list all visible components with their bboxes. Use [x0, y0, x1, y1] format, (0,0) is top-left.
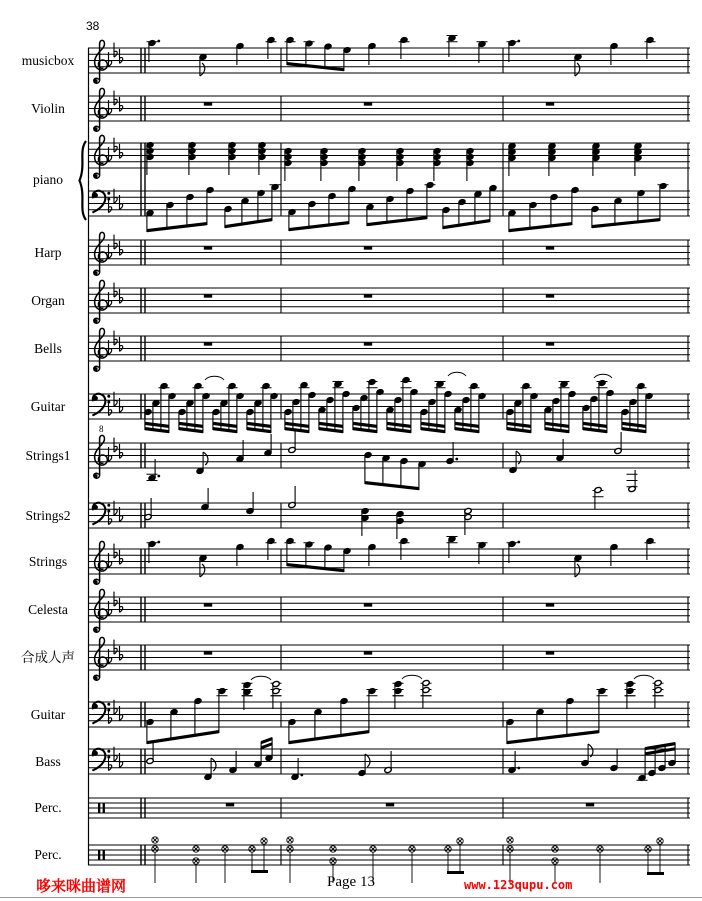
staff-guitar1	[88, 372, 690, 433]
staff-label-celesta: Celesta	[28, 601, 68, 617]
staff-piano-lower	[88, 182, 690, 233]
whole-rest	[546, 102, 554, 105]
whole-rest	[546, 651, 554, 654]
staff-label-organ: Organ	[31, 292, 65, 308]
staff-label-piano-upper: piano	[33, 172, 63, 187]
staff-bells	[88, 328, 690, 371]
staff-musicbox	[88, 35, 690, 84]
tie-arc	[634, 675, 654, 679]
key-signature-flats	[109, 747, 123, 771]
site-name-link[interactable]: 哆来咪曲谱网	[36, 878, 127, 895]
measure-number: 38	[86, 19, 100, 33]
staff-perc1	[88, 798, 690, 818]
staff-label-synth-voice: 合成人声	[21, 649, 75, 665]
tie-arc	[448, 372, 466, 376]
whole-rest	[364, 603, 372, 606]
key-signature-flats	[109, 392, 123, 416]
tie-arc	[205, 376, 224, 380]
staff-bass	[88, 737, 690, 781]
key-signature-flats	[109, 501, 123, 525]
whole-rest	[364, 294, 372, 297]
site-url-link[interactable]: www.123qupu.com	[464, 878, 573, 892]
tie-arc	[402, 675, 422, 679]
staff-strings	[88, 536, 690, 585]
staff-label-perc1: Perc.	[34, 800, 62, 815]
page-bottom-edge	[0, 897, 702, 898]
staff-harp	[88, 232, 690, 275]
whole-rest	[364, 342, 372, 345]
key-signature-flats	[109, 700, 123, 724]
staff-label-bass: Bass	[35, 753, 61, 769]
whole-rest	[586, 803, 594, 806]
whole-rest	[546, 603, 554, 606]
key-signature-flats	[109, 189, 123, 213]
tie-arc	[594, 374, 612, 378]
whole-rest	[204, 651, 212, 654]
whole-rest	[364, 102, 372, 105]
bass-clef-icon	[93, 191, 111, 212]
staff-label-strings2: Strings2	[25, 507, 71, 523]
staff-synth-voice	[88, 637, 690, 680]
staff-label-strings: Strings	[28, 553, 68, 569]
staff-label-strings1: Strings1	[25, 447, 71, 463]
staff-violin	[88, 88, 690, 131]
page-number: Page 13	[327, 874, 375, 890]
staff-guitar2	[88, 675, 690, 744]
whole-rest	[546, 342, 554, 345]
octave-8-marker: 8	[99, 424, 104, 434]
whole-rest	[226, 803, 234, 806]
staff-label-bells: Bells	[34, 340, 62, 356]
whole-rest	[386, 803, 394, 806]
whole-rest	[204, 246, 212, 249]
whole-rest	[364, 246, 372, 249]
whole-rest	[204, 342, 212, 345]
staff-label-musicbox: musicbox	[21, 52, 75, 68]
staff-label-violin: Violin	[31, 100, 65, 116]
staff-strings2	[88, 486, 690, 539]
tie-arc	[251, 676, 271, 680]
staff-label-guitar1: Guitar	[30, 398, 66, 414]
staff-label-guitar2: Guitar	[30, 706, 66, 722]
staff-celesta	[88, 589, 690, 632]
whole-rest	[546, 294, 554, 297]
whole-rest	[364, 651, 372, 654]
staff-strings1	[88, 424, 690, 492]
staff-label-perc2: Perc.	[34, 847, 62, 862]
staff-label-harp: Harp	[34, 244, 62, 260]
staff-organ	[88, 280, 690, 323]
whole-rest	[204, 294, 212, 297]
whole-rest	[546, 246, 554, 249]
whole-rest	[204, 603, 212, 606]
whole-rest	[204, 102, 212, 105]
